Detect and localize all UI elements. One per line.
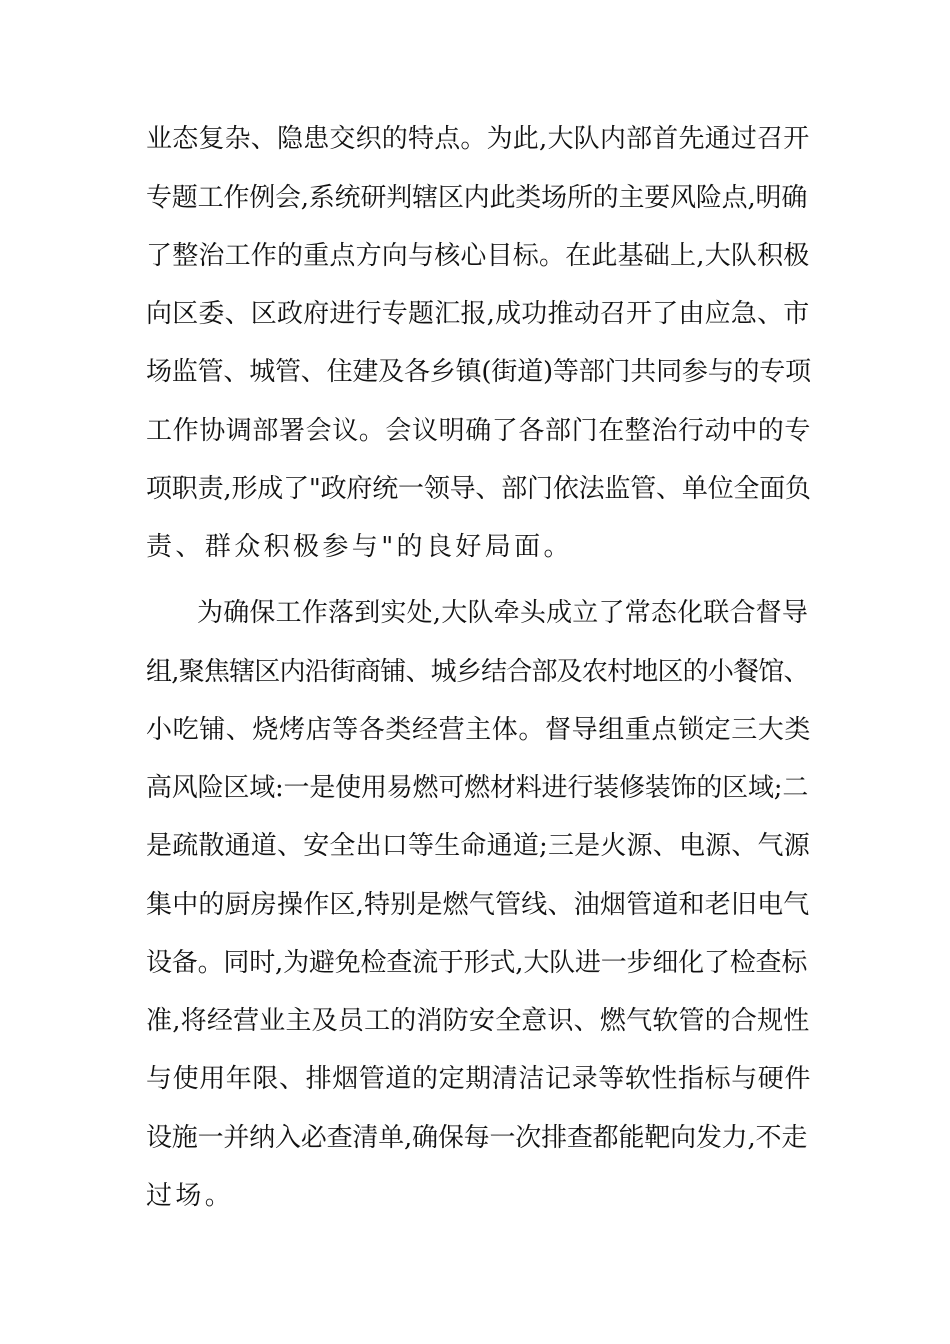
paragraph-2-line-7: 设备。同时,为避免检查流于形式,大队进一步细化了检查标	[146, 948, 808, 978]
paragraph-1-line-6: 工作协调部署会议。会议明确了各部门在整治行动中的专	[146, 416, 812, 446]
paragraph-2-line-10: 设施一并纳入必查清单,确保每一次排查都能靶向发力,不走	[146, 1123, 808, 1153]
paragraph-2-line-4: 高风险区域:一是使用易燃可燃材料进行装修装饰的区域;二	[146, 773, 809, 803]
paragraph-2-line-2: 组,聚焦辖区内沿街商铺、城乡结合部及农村地区的小餐馆、	[146, 657, 809, 687]
paragraph-1-line-1: 业态复杂、隐患交织的特点。为此,大队内部首先通过召开	[146, 124, 810, 154]
paragraph-1-line-5: 场监管、城管、住建及各乡镇(街道)等部门共同参与的专项	[146, 357, 811, 387]
paragraph-2-line-1: 为确保工作落到实处,大队牵头成立了常态化联合督导	[197, 598, 809, 628]
paragraph-1-line-4: 向区委、区政府进行专题汇报,成功推动召开了由应急、市	[146, 299, 810, 329]
paragraph-2-line-11: 过场。	[146, 1181, 235, 1211]
paragraph-2-line-8: 准,将经营业主及员工的消防安全意识、燃气软管的合规性	[146, 1006, 810, 1036]
paragraph-1-line-7: 项职责,形成了"政府统一领导、部门依法监管、单位全面负	[146, 474, 811, 504]
paragraph-2-line-3: 小吃铺、烧烤店等各类经营主体。督导组重点锁定三大类	[146, 715, 812, 745]
paragraph-2-line-5: 是疏散通道、安全出口等生命通道;三是火源、电源、气源	[146, 831, 810, 861]
paragraph-2-line-6: 集中的厨房操作区,特别是燃气管线、油烟管道和老旧电气	[146, 890, 810, 920]
paragraph-1-line-8: 责、群众积极参与"的良好局面。	[146, 532, 573, 562]
paragraph-1-line-3: 了整治工作的重点方向与核心目标。在此基础上,大队积极	[146, 241, 810, 271]
paragraph-1-line-2: 专题工作例会,系统研判辖区内此类场所的主要风险点,明确	[146, 183, 808, 213]
paragraph-2-line-9: 与使用年限、排烟管道的定期清洁记录等软性指标与硬件	[146, 1064, 812, 1094]
